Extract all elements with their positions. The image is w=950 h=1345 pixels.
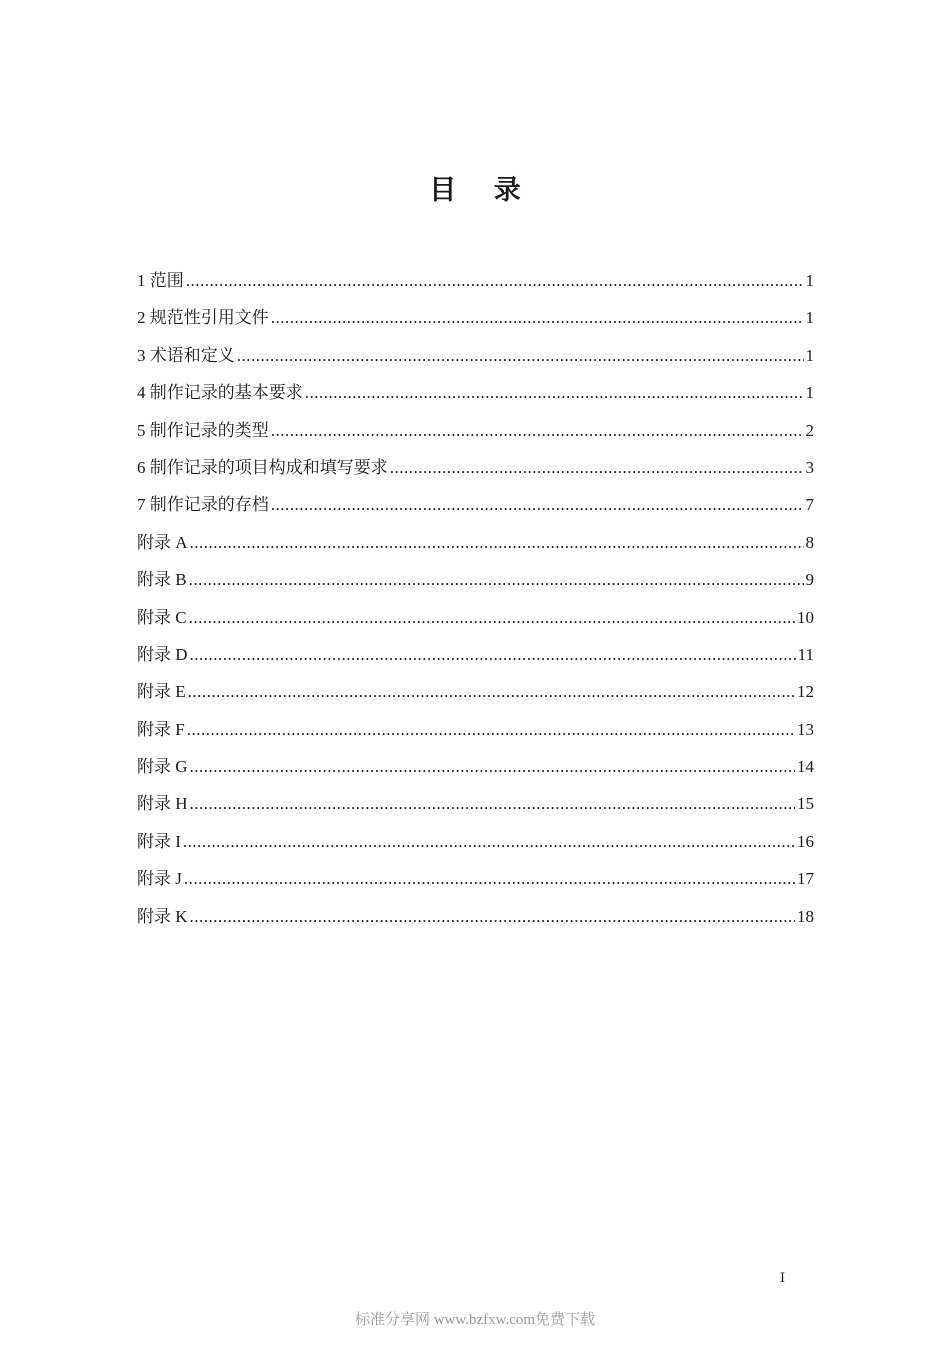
toc-leader-dots xyxy=(305,380,804,406)
page-number: I xyxy=(780,1270,785,1286)
toc-entry-page: 13 xyxy=(797,719,814,739)
toc-entry-label: 4 制作记录的基本要求 xyxy=(137,383,303,403)
toc-entry[interactable] xyxy=(137,380,814,417)
toc-entry-label: 附录 H xyxy=(137,794,188,814)
toc-entry[interactable] xyxy=(137,791,814,828)
toc-entry-label: 3 术语和定义 xyxy=(137,345,235,365)
toc-entry[interactable] xyxy=(137,530,814,567)
toc-leader-dots xyxy=(237,343,804,369)
toc-entry-page: 16 xyxy=(797,831,814,851)
toc-entry-label: 附录 I xyxy=(137,831,181,851)
toc-entry-page: 14 xyxy=(797,757,814,777)
toc-entry-label: 7 制作记录的存档 xyxy=(137,495,269,515)
toc-leader-dots xyxy=(184,866,795,892)
toc-leader-dots xyxy=(187,717,795,743)
toc-entry-label: 6 制作记录的项目构成和填写要求 xyxy=(137,457,388,477)
toc-entry-label: 附录 D xyxy=(137,644,188,664)
toc-leader-dots xyxy=(183,829,795,855)
toc-entry-page: 15 xyxy=(797,794,814,814)
toc-entry-page: 12 xyxy=(797,682,814,702)
toc-entry-page: 18 xyxy=(797,906,814,926)
toc-entry[interactable] xyxy=(137,904,814,941)
toc-entry-label: 附录 C xyxy=(137,607,187,627)
toc-leader-dots xyxy=(190,791,795,817)
toc-entry-page: 9 xyxy=(805,570,814,590)
toc-leader-dots xyxy=(190,530,804,556)
toc-entry[interactable] xyxy=(137,642,814,679)
toc-entry-label: 附录 E xyxy=(137,682,186,702)
toc-entry[interactable] xyxy=(137,866,814,903)
toc-entry-page: 10 xyxy=(797,607,814,627)
toc-entry-label: 1 范围 xyxy=(137,271,184,290)
toc-entry[interactable] xyxy=(137,305,814,342)
toc-entry-label: 5 制作记录的类型 xyxy=(137,420,269,440)
toc-entry-page: 1 xyxy=(805,271,814,290)
toc-leader-dots xyxy=(271,418,804,444)
toc-leader-dots xyxy=(188,679,795,705)
toc-leader-dots xyxy=(271,305,804,331)
toc-entry-label: 附录 B xyxy=(137,570,187,590)
toc-leader-dots xyxy=(271,492,804,518)
toc-entry[interactable] xyxy=(137,754,814,791)
footer-watermark: 标准分享网 www.bzfxw.com免费下载 xyxy=(354,1312,596,1328)
toc-entry[interactable] xyxy=(137,418,814,455)
toc-entry-page: 7 xyxy=(805,495,814,515)
toc-entry[interactable] xyxy=(137,492,814,529)
toc-entry[interactable] xyxy=(137,829,814,866)
toc-entry-label: 附录 K xyxy=(137,906,188,926)
toc-entry-label: 附录 G xyxy=(137,757,188,777)
toc-entry[interactable] xyxy=(137,455,814,492)
toc-entry-label: 附录 A xyxy=(137,532,188,552)
toc-leader-dots xyxy=(190,904,795,930)
toc-leader-dots xyxy=(189,567,804,593)
toc-leader-dots xyxy=(186,268,804,294)
toc-entry-page: 1 xyxy=(805,345,814,365)
toc-entry-label: 附录 F xyxy=(137,719,185,739)
toc-entry-label: 附录 J xyxy=(137,869,182,889)
toc-entry-page: 1 xyxy=(805,308,814,328)
table-of-contents xyxy=(137,268,814,941)
toc-entry[interactable] xyxy=(137,268,814,305)
toc-entry-page: 3 xyxy=(805,457,814,477)
toc-entry-page: 1 xyxy=(805,383,814,403)
page-title: 目 录 xyxy=(429,175,535,206)
toc-entry[interactable] xyxy=(137,717,814,754)
toc-leader-dots xyxy=(189,605,795,631)
toc-entry-page: 2 xyxy=(805,420,814,440)
toc-entry-page: 17 xyxy=(797,869,814,889)
toc-entry-label: 2 规范性引用文件 xyxy=(137,308,269,328)
toc-entry-page: 11 xyxy=(797,644,814,664)
toc-leader-dots xyxy=(190,754,795,780)
toc-entry[interactable] xyxy=(137,567,814,604)
toc-leader-dots xyxy=(190,642,796,668)
toc-entry[interactable] xyxy=(137,343,814,380)
toc-entry[interactable] xyxy=(137,679,814,716)
toc-leader-dots xyxy=(390,455,804,481)
toc-entry[interactable] xyxy=(137,605,814,642)
toc-entry-page: 8 xyxy=(805,532,814,552)
